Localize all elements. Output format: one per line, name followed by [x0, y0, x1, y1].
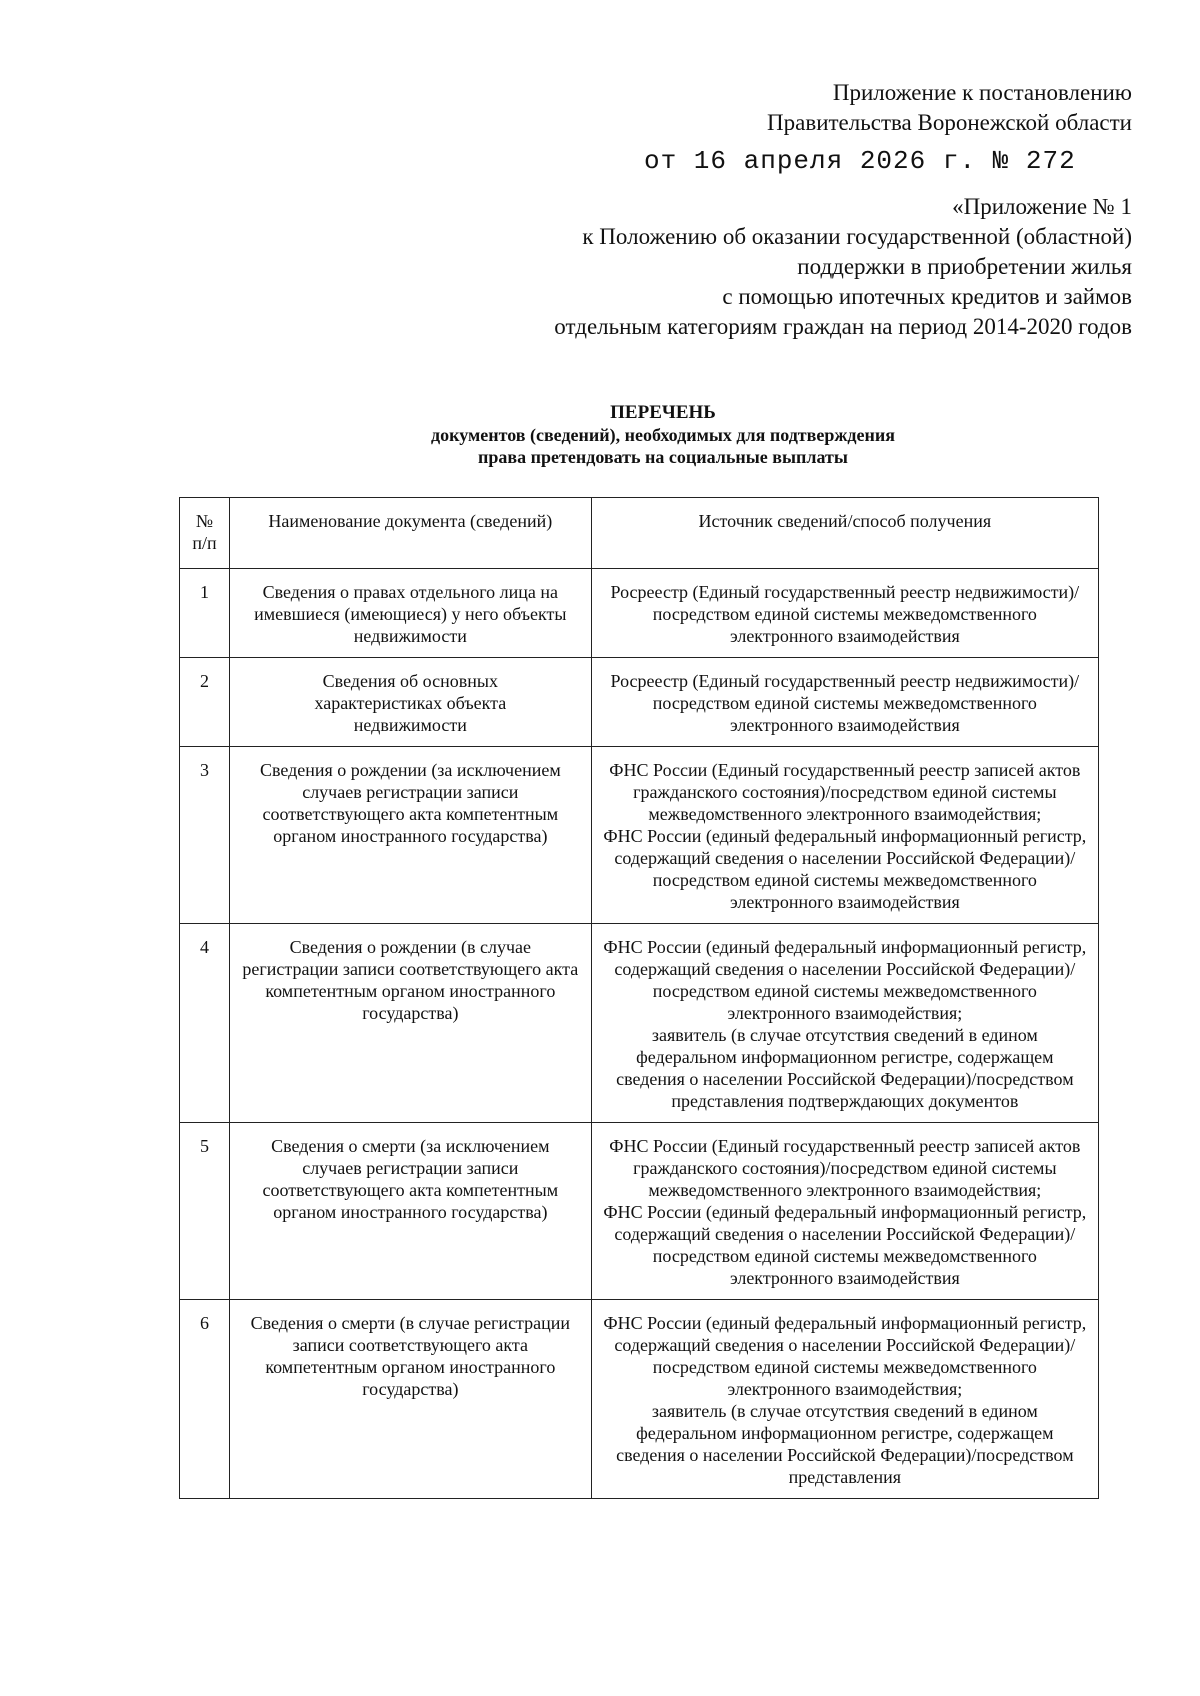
- table-row: [180, 924, 1099, 1123]
- source-part-a: ФНС России (единый федеральный информационный регистр, содержащий сведения о населении Российской Федерации)/посредством единой системы межведомственного электронного взаимодействия;: [603, 937, 1087, 1023]
- source-part-b: ФНС России (единый федеральный информационный регистр, содержащий сведения о населении Российской Федерации)/посредством единой системы межведомственного электронного взаимодействия: [603, 1202, 1087, 1288]
- row-source: [591, 924, 1098, 1123]
- row-name: Сведения о смерти (за исключением случаев регистрации записи соответствующего акта компетентным органом иностранного государства): [229, 1123, 591, 1300]
- table-header-row: [180, 498, 1099, 569]
- source-part-b: заявитель (в случае отсутствия сведений в едином федеральном информационном регистре, содержащем сведения о населении Российской Федерации)/посредством представления: [616, 1401, 1074, 1487]
- header-name: Наименование документа (сведений): [229, 498, 591, 569]
- row-name: Сведения о смерти (в случае регистрации записи соответствующего акта компетентным органом иностранного государства): [229, 1300, 591, 1499]
- appendix-header: [432, 192, 1132, 342]
- title-heading: ПЕРЕЧЕНЬ: [610, 402, 716, 423]
- title-line-1: документов (сведений), необходимых для подтверждения: [431, 425, 895, 445]
- appendix-line-1: «Приложение № 1: [952, 194, 1132, 219]
- header-line-2: Правительства Воронежской области: [767, 110, 1132, 135]
- row-source: Росреестр (Единый государственный реестр недвижимости)/посредством единой системы межведомственного электронного взаимодействия: [591, 569, 1098, 658]
- source-part-a: ФНС России (Единый государственный реестр записей актов гражданского состояния)/посредством единой системы межведомственного электронного взаимодействия;: [609, 1136, 1081, 1200]
- table-row: [180, 1123, 1099, 1300]
- header-num: № п/п: [180, 498, 230, 569]
- table-row: [180, 747, 1099, 924]
- row-num: 1: [180, 569, 230, 658]
- row-name: Сведения о рождении (в случае регистрации записи соответствующего акта компетентным органом иностранного государства): [229, 924, 591, 1123]
- row-num: 5: [180, 1123, 230, 1300]
- row-name: Сведения об основных характеристиках объекта недвижимости: [229, 658, 591, 747]
- table-row: [180, 1300, 1099, 1499]
- table-row: [180, 569, 1099, 658]
- appendix-line-2: к Положению об оказании государственной (областной): [582, 224, 1132, 249]
- row-num: 2: [180, 658, 230, 747]
- header-line-1: Приложение к постановлению: [832, 80, 1132, 105]
- row-num: 4: [180, 924, 230, 1123]
- appendix-line-3: поддержки в приобретении жилья: [797, 254, 1132, 279]
- row-source: Росреестр (Единый государственный реестр недвижимости)/посредством единой системы межведомственного электронного взаимодействия: [591, 658, 1098, 747]
- source-part-b: ФНС России (единый федеральный информационный регистр, содержащий сведения о населении Российской Федерации)/посредством единой системы межведомственного электронного взаимодействия: [603, 826, 1087, 912]
- row-name: Сведения о рождении (за исключением случаев регистрации записи соответствующего акта компетентным органом иностранного государства): [229, 747, 591, 924]
- title-line-2: права претендовать на социальные выплаты: [478, 447, 848, 467]
- row-name: Сведения о правах отдельного лица на имевшиеся (имеющиеся) у него объекты недвижимости: [229, 569, 591, 658]
- row-num: 3: [180, 747, 230, 924]
- header-source: Источник сведений/способ получения: [591, 498, 1098, 569]
- row-source: [591, 1300, 1098, 1499]
- appendix-line-4: с помощью ипотечных кредитов и займов: [722, 284, 1132, 309]
- source-part-a: ФНС России (Единый государственный реестр записей актов гражданского состояния)/посредством единой системы межведомственного электронного взаимодействия;: [609, 760, 1081, 824]
- row-num: 6: [180, 1300, 230, 1499]
- source-part-b: заявитель (в случае отсутствия сведений в едином федеральном информационном регистре, содержащем сведения о населении Российской Федерации)/посредством представления подтверждающих документов: [616, 1025, 1074, 1111]
- documents-table: [179, 497, 1099, 1499]
- date-number-stamp: от 16 апреля 2026 г. № 272: [644, 146, 1076, 176]
- row-source: [591, 1123, 1098, 1300]
- table-row: [180, 658, 1099, 747]
- appendix-line-5: отдельным категориям граждан на период 2014-2020 годов: [554, 314, 1132, 339]
- source-part-a: ФНС России (единый федеральный информационный регистр, содержащий сведения о населении Российской Федерации)/посредством единой системы межведомственного электронного взаимодействия;: [603, 1313, 1087, 1399]
- row-source: [591, 747, 1098, 924]
- document-title: [0, 402, 1200, 468]
- resolution-header: [432, 78, 1132, 138]
